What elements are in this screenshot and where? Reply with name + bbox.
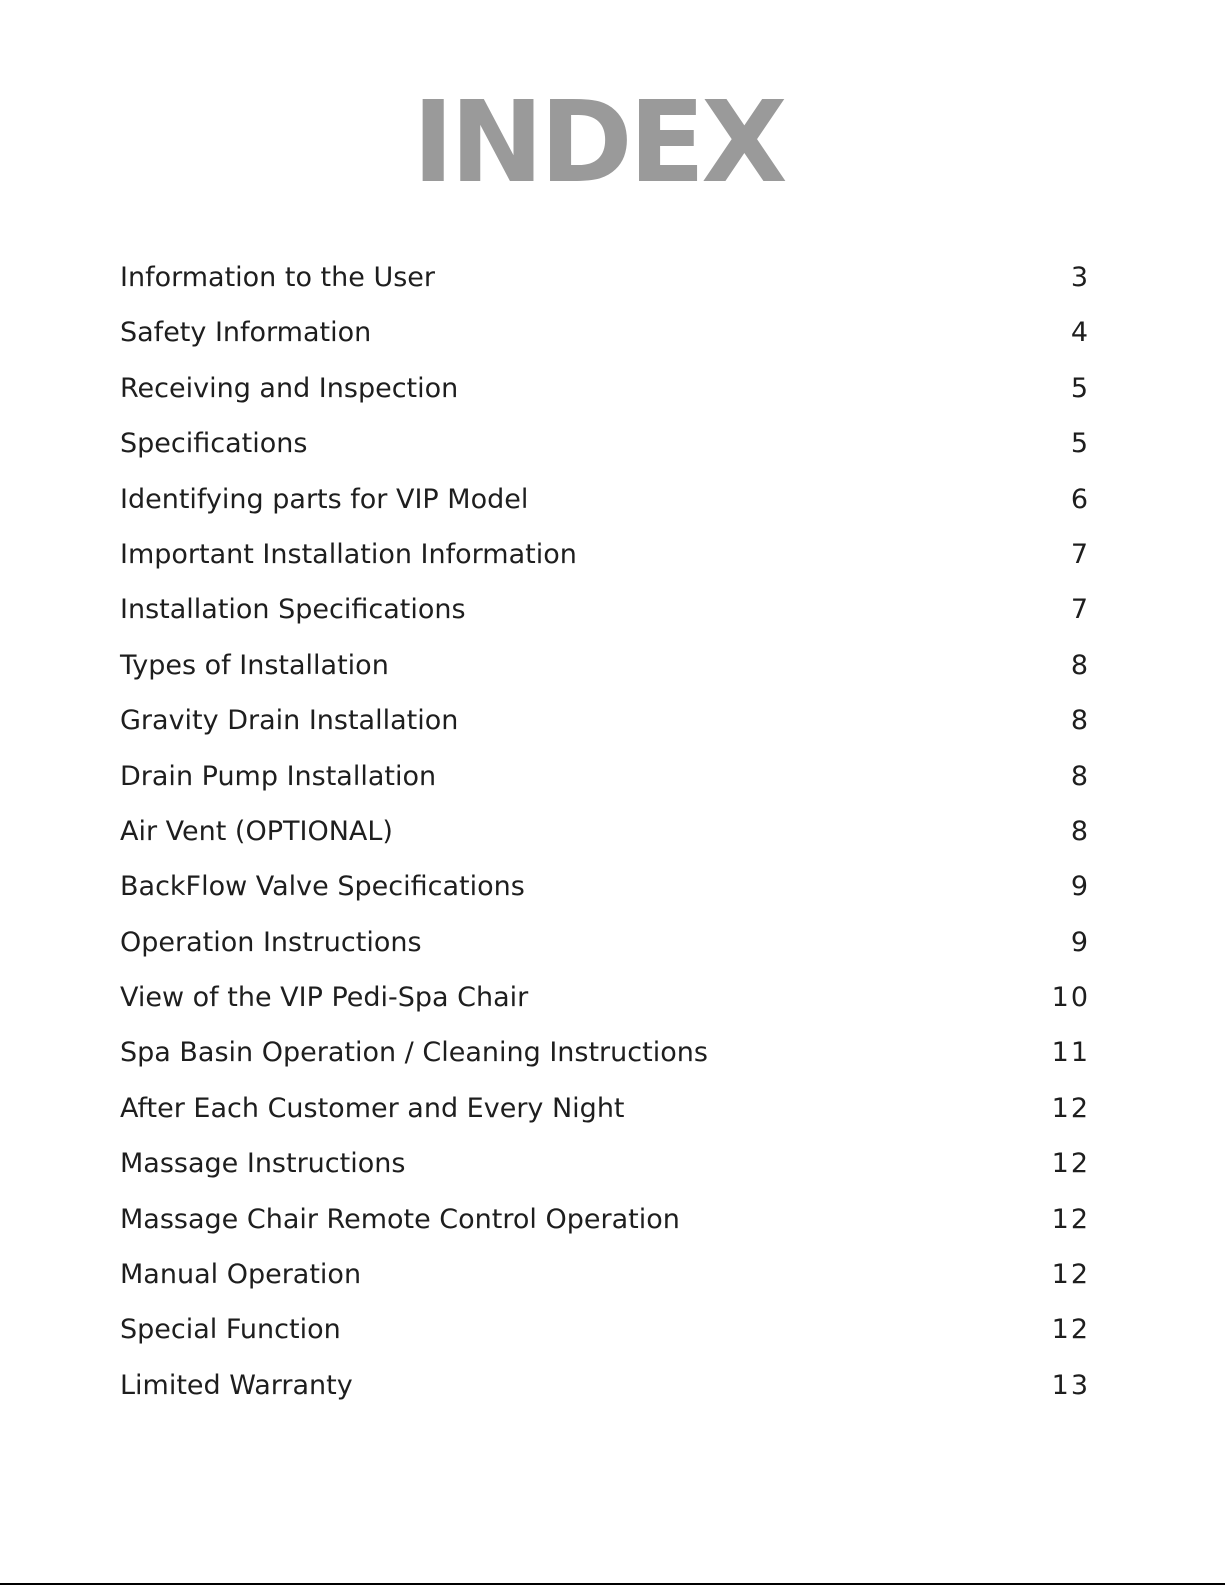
toc-entry-title: Important Installation Information: [120, 538, 577, 570]
toc-entry[interactable]: [120, 1025, 1100, 1080]
toc-entry-title: Manual Operation: [120, 1259, 362, 1291]
toc-entry[interactable]: [120, 1302, 1100, 1357]
toc-entry[interactable]: [120, 582, 1100, 637]
toc-entry-title: Massage Instructions: [120, 1148, 406, 1180]
toc-entry-title: Spa Basin Operation / Cleaning Instructions: [120, 1037, 708, 1069]
toc-entry[interactable]: [120, 527, 1100, 582]
toc-entry[interactable]: [120, 416, 1100, 471]
toc-entry-page-number: 8: [1070, 760, 1090, 792]
toc-entry[interactable]: [120, 915, 1100, 970]
toc-entry[interactable]: [120, 1192, 1100, 1247]
toc-entry-title: Air Vent (OPTIONAL): [120, 815, 393, 847]
toc-entry-title: View of the VIP Pedi-Spa Chair: [120, 982, 529, 1014]
toc-entry-page-number: 9: [1070, 871, 1090, 903]
toc-entry-page-number: 12: [1051, 1092, 1090, 1124]
toc-entry-title: Safety Information: [120, 317, 372, 349]
toc-entry-page-number: 12: [1051, 1148, 1090, 1180]
toc-entry-title: Identifying parts for VIP Model: [120, 483, 529, 515]
toc-entry-page-number: 11: [1051, 1037, 1090, 1069]
toc-entry-title: Special Function: [120, 1314, 341, 1346]
toc-entry[interactable]: [120, 361, 1100, 416]
toc-entry-page-number: 4: [1070, 317, 1090, 349]
toc-entry-title: Installation Specifications: [120, 594, 466, 626]
toc-entry[interactable]: [120, 250, 1100, 305]
toc-entry-title: Types of Installation: [120, 649, 389, 681]
toc-entry[interactable]: [120, 472, 1100, 527]
toc-entry-title: Specifications: [120, 428, 308, 460]
toc-entry-title: Massage Chair Remote Control Operation: [120, 1203, 680, 1235]
toc-entry-page-number: 5: [1070, 428, 1090, 460]
page-title: INDEX: [412, 78, 784, 208]
toc-entry[interactable]: [120, 693, 1100, 748]
toc-entry[interactable]: [120, 1358, 1100, 1413]
toc-entry-page-number: 5: [1070, 372, 1090, 404]
toc-entry[interactable]: [120, 859, 1100, 914]
toc-entry[interactable]: [120, 1136, 1100, 1191]
toc-entry-page-number: 6: [1070, 483, 1090, 515]
toc-entry-page-number: 10: [1051, 982, 1090, 1014]
table-of-contents: [120, 250, 1100, 1413]
toc-entry-title: Information to the User: [120, 262, 435, 293]
toc-entry-page-number: 7: [1070, 594, 1090, 626]
toc-entry-title: Operation Instructions: [120, 926, 422, 958]
toc-entry[interactable]: [120, 638, 1100, 693]
toc-entry[interactable]: [120, 1081, 1100, 1136]
toc-entry[interactable]: [120, 970, 1100, 1025]
toc-entry-page-number: 8: [1070, 815, 1090, 847]
toc-entry-page-number: 13: [1051, 1369, 1090, 1401]
toc-entry[interactable]: [120, 1247, 1100, 1302]
toc-entry[interactable]: [120, 804, 1100, 859]
toc-entry-title: Limited Warranty: [120, 1369, 353, 1401]
toc-entry[interactable]: [120, 749, 1100, 804]
toc-entry-title: Receiving and Inspection: [120, 372, 459, 404]
toc-entry-page-number: 12: [1051, 1203, 1090, 1235]
toc-entry-page-number: 12: [1051, 1314, 1090, 1346]
toc-entry-page-number: 9: [1070, 926, 1090, 958]
toc-entry-title: Gravity Drain Installation: [120, 705, 459, 737]
toc-entry-page-number: 7: [1070, 538, 1090, 570]
toc-entry-title: After Each Customer and Every Night: [120, 1092, 625, 1124]
toc-entry-page-number: 12: [1051, 1259, 1090, 1291]
toc-entry[interactable]: [120, 305, 1100, 360]
toc-entry-page-number: 8: [1070, 705, 1090, 737]
toc-entry-title: BackFlow Valve Specifications: [120, 871, 525, 903]
toc-entry-page-number: 8: [1070, 649, 1090, 681]
toc-entry-title: Drain Pump Installation: [120, 760, 437, 792]
toc-entry-page-number: 3: [1070, 262, 1090, 293]
